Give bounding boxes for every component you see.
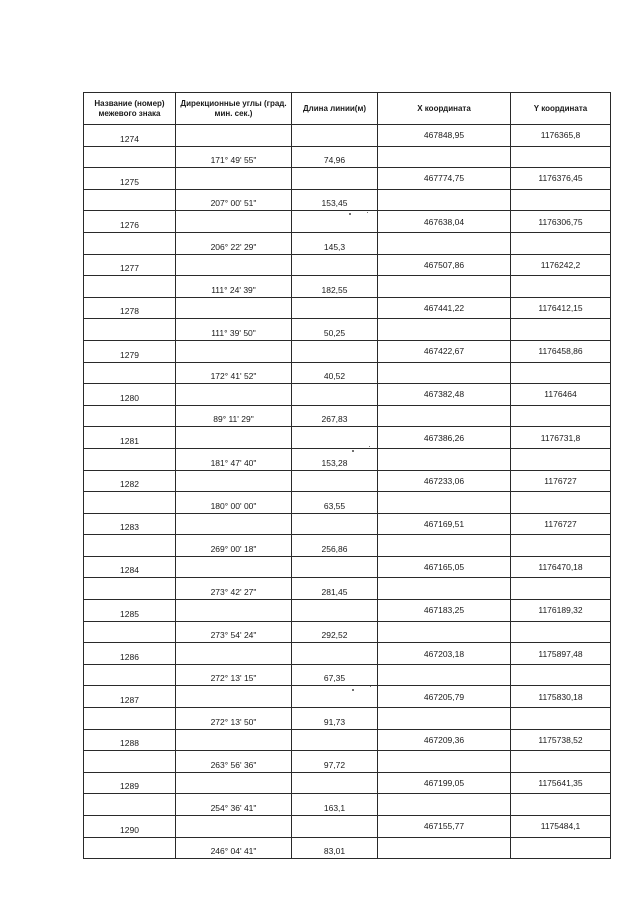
y-coordinate-cell [511, 535, 611, 557]
table-row-point [84, 384, 611, 406]
mark-name-cell: 1286 [84, 643, 176, 665]
y-coordinate-cell: 1176189,32 [511, 600, 611, 622]
y-coordinate-cell: 1176365,8 [511, 125, 611, 147]
boundary-marks-table [83, 92, 611, 859]
x-coordinate-cell [378, 837, 511, 859]
table-row-point [84, 513, 611, 535]
mark-name-cell [84, 362, 176, 384]
x-coordinate-cell: 467205,79 [378, 686, 511, 708]
header-mark-name: Название (номер) межевого знака [84, 93, 176, 125]
angle-cell: 263° 56' 36" [176, 751, 292, 773]
table-row-segment [84, 751, 611, 773]
x-coordinate-cell: 467199,05 [378, 772, 511, 794]
table-row-point [84, 729, 611, 751]
y-coordinate-cell [511, 362, 611, 384]
length-cell [292, 556, 378, 578]
mark-name-cell: 1274 [84, 125, 176, 147]
y-coordinate-cell: 1176458,86 [511, 340, 611, 362]
length-cell [292, 211, 378, 233]
y-coordinate-cell: 1176412,15 [511, 297, 611, 319]
y-coordinate-cell [511, 751, 611, 773]
y-coordinate-cell [511, 405, 611, 427]
table-row-segment [84, 578, 611, 600]
y-coordinate-cell [511, 319, 611, 341]
header-y-coordinate: Y координата [511, 93, 611, 125]
mark-name-cell: 1276 [84, 211, 176, 233]
angle-cell [176, 686, 292, 708]
length-cell [292, 600, 378, 622]
header-direction-angle: Дирекционные углы (град. мин. сек.) [176, 93, 292, 125]
angle-cell: 272° 13' 15" [176, 664, 292, 686]
mark-name-cell [84, 319, 176, 341]
y-coordinate-cell [511, 189, 611, 211]
mark-name-cell [84, 492, 176, 514]
scan-speck [352, 450, 354, 452]
length-cell: 67,35 [292, 664, 378, 686]
angle-cell [176, 600, 292, 622]
length-cell [292, 729, 378, 751]
y-coordinate-cell [511, 448, 611, 470]
x-coordinate-cell: 467441,22 [378, 297, 511, 319]
y-coordinate-cell [511, 794, 611, 816]
mark-name-cell: 1281 [84, 427, 176, 449]
x-coordinate-cell [378, 751, 511, 773]
y-coordinate-cell: 1176727 [511, 513, 611, 535]
mark-name-cell: 1278 [84, 297, 176, 319]
length-cell: 267,83 [292, 405, 378, 427]
y-coordinate-cell: 1176306,75 [511, 211, 611, 233]
angle-cell: 171° 49' 55" [176, 146, 292, 168]
y-coordinate-cell [511, 621, 611, 643]
mark-name-cell: 1288 [84, 729, 176, 751]
length-cell: 40,52 [292, 362, 378, 384]
table-row-point [84, 470, 611, 492]
length-cell: 91,73 [292, 708, 378, 730]
length-cell [292, 427, 378, 449]
y-coordinate-cell [511, 232, 611, 254]
angle-cell: 89° 11' 29" [176, 405, 292, 427]
scan-speck [367, 212, 368, 213]
y-coordinate-cell: 1176464 [511, 384, 611, 406]
angle-cell: 181° 47' 40" [176, 448, 292, 470]
length-cell: 145,3 [292, 232, 378, 254]
table-row-segment [84, 664, 611, 686]
length-cell: 153,28 [292, 448, 378, 470]
length-cell: 74,96 [292, 146, 378, 168]
x-coordinate-cell: 467638,04 [378, 211, 511, 233]
angle-cell: 269° 00' 18" [176, 535, 292, 557]
angle-cell [176, 470, 292, 492]
table-row-point [84, 125, 611, 147]
mark-name-cell: 1282 [84, 470, 176, 492]
y-coordinate-cell: 1176727 [511, 470, 611, 492]
y-coordinate-cell: 1175897,48 [511, 643, 611, 665]
angle-cell: 254° 36' 41" [176, 794, 292, 816]
table-row-point [84, 772, 611, 794]
angle-cell [176, 513, 292, 535]
length-cell: 153,45 [292, 189, 378, 211]
length-cell: 281,45 [292, 578, 378, 600]
x-coordinate-cell [378, 535, 511, 557]
x-coordinate-cell: 467165,05 [378, 556, 511, 578]
angle-cell [176, 427, 292, 449]
header-x-coordinate: X координата [378, 93, 511, 125]
table-row-segment [84, 535, 611, 557]
y-coordinate-cell: 1176242,2 [511, 254, 611, 276]
mark-name-cell: 1275 [84, 168, 176, 190]
table-row-point [84, 340, 611, 362]
y-coordinate-cell: 1176470,18 [511, 556, 611, 578]
mark-name-cell [84, 751, 176, 773]
mark-name-cell [84, 535, 176, 557]
y-coordinate-cell [511, 276, 611, 298]
mark-name-cell: 1287 [84, 686, 176, 708]
x-coordinate-cell [378, 708, 511, 730]
table-row-segment [84, 837, 611, 859]
x-coordinate-cell [378, 319, 511, 341]
scan-speck [369, 446, 370, 447]
x-coordinate-cell [378, 492, 511, 514]
length-cell [292, 384, 378, 406]
angle-cell [176, 384, 292, 406]
angle-cell: 172° 41' 52" [176, 362, 292, 384]
x-coordinate-cell: 467774,75 [378, 168, 511, 190]
length-cell: 83,01 [292, 837, 378, 859]
table-row-point [84, 254, 611, 276]
table-header-row [84, 93, 611, 125]
x-coordinate-cell: 467848,95 [378, 125, 511, 147]
x-coordinate-cell: 467507,86 [378, 254, 511, 276]
angle-cell: 272° 13' 50" [176, 708, 292, 730]
y-coordinate-cell: 1175484,1 [511, 816, 611, 838]
y-coordinate-cell: 1175830,18 [511, 686, 611, 708]
length-cell [292, 125, 378, 147]
mark-name-cell: 1277 [84, 254, 176, 276]
table-row-segment [84, 492, 611, 514]
angle-cell [176, 816, 292, 838]
scan-speck [370, 686, 371, 687]
x-coordinate-cell [378, 405, 511, 427]
mark-name-cell: 1283 [84, 513, 176, 535]
x-coordinate-cell: 467422,67 [378, 340, 511, 362]
table-row-point [84, 686, 611, 708]
x-coordinate-cell: 467209,36 [378, 729, 511, 751]
table-row-point [84, 816, 611, 838]
mark-name-cell [84, 189, 176, 211]
length-cell [292, 297, 378, 319]
angle-cell [176, 254, 292, 276]
table-row-segment [84, 232, 611, 254]
mark-name-cell [84, 664, 176, 686]
mark-name-cell [84, 405, 176, 427]
x-coordinate-cell [378, 448, 511, 470]
table-row-segment [84, 276, 611, 298]
x-coordinate-cell [378, 578, 511, 600]
mark-name-cell [84, 578, 176, 600]
angle-cell [176, 168, 292, 190]
x-coordinate-cell [378, 621, 511, 643]
x-coordinate-cell: 467155,77 [378, 816, 511, 838]
table-row-segment [84, 405, 611, 427]
mark-name-cell: 1284 [84, 556, 176, 578]
angle-cell: 246° 04' 41" [176, 837, 292, 859]
x-coordinate-cell [378, 362, 511, 384]
length-cell [292, 686, 378, 708]
angle-cell [176, 556, 292, 578]
x-coordinate-cell [378, 794, 511, 816]
mark-name-cell: 1289 [84, 772, 176, 794]
length-cell [292, 513, 378, 535]
length-cell: 50,25 [292, 319, 378, 341]
y-coordinate-cell [511, 146, 611, 168]
length-cell [292, 816, 378, 838]
mark-name-cell [84, 146, 176, 168]
table-row-point [84, 297, 611, 319]
table-row-segment [84, 448, 611, 470]
mark-name-cell [84, 276, 176, 298]
y-coordinate-cell: 1176731,8 [511, 427, 611, 449]
angle-cell [176, 297, 292, 319]
mark-name-cell: 1280 [84, 384, 176, 406]
length-cell [292, 643, 378, 665]
x-coordinate-cell: 467382,48 [378, 384, 511, 406]
mark-name-cell: 1279 [84, 340, 176, 362]
y-coordinate-cell: 1176376,45 [511, 168, 611, 190]
table-row-segment [84, 794, 611, 816]
scan-speck [349, 213, 351, 215]
mark-name-cell [84, 794, 176, 816]
angle-cell: 180° 00' 00" [176, 492, 292, 514]
table-row-segment [84, 146, 611, 168]
x-coordinate-cell [378, 276, 511, 298]
table-row-segment [84, 189, 611, 211]
table-row-segment [84, 362, 611, 384]
table-row-point [84, 427, 611, 449]
x-coordinate-cell: 467233,06 [378, 470, 511, 492]
header-line-length: Длина линии(м) [292, 93, 378, 125]
x-coordinate-cell: 467183,25 [378, 600, 511, 622]
angle-cell: 111° 39' 50" [176, 319, 292, 341]
y-coordinate-cell [511, 492, 611, 514]
y-coordinate-cell [511, 837, 611, 859]
angle-cell [176, 643, 292, 665]
x-coordinate-cell [378, 189, 511, 211]
x-coordinate-cell: 467203,18 [378, 643, 511, 665]
mark-name-cell [84, 621, 176, 643]
angle-cell [176, 125, 292, 147]
length-cell [292, 254, 378, 276]
angle-cell [176, 729, 292, 751]
length-cell: 256,86 [292, 535, 378, 557]
y-coordinate-cell: 1175641,35 [511, 772, 611, 794]
angle-cell [176, 211, 292, 233]
angle-cell: 206° 22' 29" [176, 232, 292, 254]
table-row-segment [84, 708, 611, 730]
table-body [84, 125, 611, 859]
x-coordinate-cell [378, 232, 511, 254]
mark-name-cell: 1290 [84, 816, 176, 838]
x-coordinate-cell [378, 146, 511, 168]
x-coordinate-cell: 467169,51 [378, 513, 511, 535]
length-cell [292, 168, 378, 190]
mark-name-cell [84, 708, 176, 730]
mark-name-cell [84, 837, 176, 859]
y-coordinate-cell [511, 708, 611, 730]
length-cell [292, 470, 378, 492]
length-cell: 63,55 [292, 492, 378, 514]
length-cell [292, 340, 378, 362]
angle-cell: 273° 42' 27" [176, 578, 292, 600]
table-row-point [84, 168, 611, 190]
table-row-point [84, 556, 611, 578]
mark-name-cell [84, 232, 176, 254]
table-row-point [84, 211, 611, 233]
survey-coordinates-sheet [83, 92, 611, 859]
scan-speck [352, 689, 354, 691]
angle-cell [176, 340, 292, 362]
table-row-point [84, 600, 611, 622]
angle-cell: 111° 24' 39" [176, 276, 292, 298]
angle-cell: 273° 54' 24" [176, 621, 292, 643]
length-cell [292, 772, 378, 794]
mark-name-cell [84, 448, 176, 470]
table-row-segment [84, 319, 611, 341]
table-row-point [84, 643, 611, 665]
length-cell: 97,72 [292, 751, 378, 773]
x-coordinate-cell [378, 664, 511, 686]
angle-cell: 207° 00' 51" [176, 189, 292, 211]
y-coordinate-cell: 1175738,52 [511, 729, 611, 751]
table-row-segment [84, 621, 611, 643]
length-cell: 182,55 [292, 276, 378, 298]
length-cell: 292,52 [292, 621, 378, 643]
y-coordinate-cell [511, 578, 611, 600]
mark-name-cell: 1285 [84, 600, 176, 622]
x-coordinate-cell: 467386,26 [378, 427, 511, 449]
y-coordinate-cell [511, 664, 611, 686]
length-cell: 163,1 [292, 794, 378, 816]
angle-cell [176, 772, 292, 794]
